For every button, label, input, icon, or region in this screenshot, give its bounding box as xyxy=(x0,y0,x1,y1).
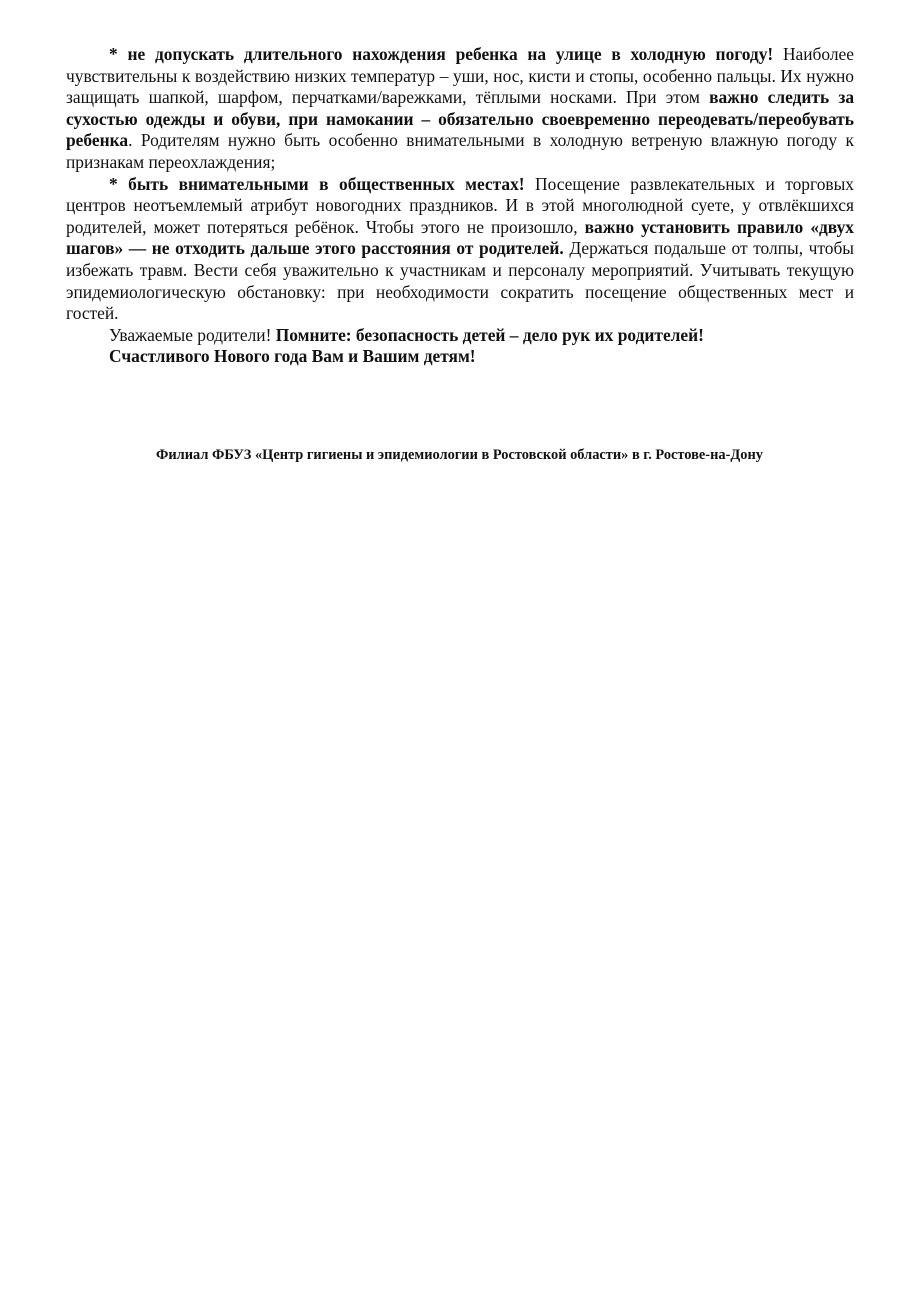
footer-organization: Филиал ФБУЗ «Центр гигиены и эпидемиологии в Ростовской области» в г. Ростове-на-Дону xyxy=(156,447,763,463)
new-year-greeting: Счастливого Нового года Вам и Вашим детям! xyxy=(109,346,476,367)
paragraph-cold-weather-text-1: Наиболее чувствительны к воздействию низких температур – уши, нос, кисти и стопы, особенно пальцы. Их нужно защищать шапкой, шарфом, перчатками/варежками, тёплыми носками. При этом xyxy=(66,44,854,108)
paragraph-public-places-emphasis: важно установить правило «двух шагов» — не отходить дальше этого расстояния от родителей. xyxy=(66,216,854,259)
paragraph-cold-weather-heading: * не допускать длительного нахождения ребенка на улице в холодную погоду! xyxy=(109,44,774,64)
paragraph-appeal xyxy=(66,325,854,347)
paragraph-public-places xyxy=(66,174,854,325)
appeal-greeting: Уважаемые родители! xyxy=(109,324,276,345)
paragraph-public-places-heading: * быть внимательными в общественных местах! xyxy=(109,173,525,194)
paragraph-public-places-text-1: Посещение развлекательных и торговых центров неотъемлемый атрибут новогодних праздников. И в этой многолюдной суете, у отвлёкшихся родителей, может потеряться ребёнок. Чтобы этого не произошло, xyxy=(66,173,854,237)
paragraph-public-places-text-2: Держаться подальше от толпы, чтобы избежать травм. Вести себя уважительно к участникам и персоналу мероприятий. Учитывать текущую эпидемиологическую обстановку: при необходимости сократить посещение общественных мест и гостей. xyxy=(66,238,854,324)
paragraph-cold-weather-text-2: . Родителям нужно быть особенно внимательными в холодную ветреную влажную погоду к признакам переохлаждения; xyxy=(66,130,854,172)
paragraph-cold-weather xyxy=(66,44,854,174)
paragraph-cold-weather-emphasis: важно следить за сухостью одежды и обуви, при намокании – обязательно своевременно переодевать/переобувать ребенка xyxy=(66,87,855,151)
paragraph-greeting xyxy=(66,346,854,368)
document-body xyxy=(66,44,854,368)
appeal-reminder: Помните: безопасность детей – дело рук их родителей! xyxy=(275,324,704,345)
